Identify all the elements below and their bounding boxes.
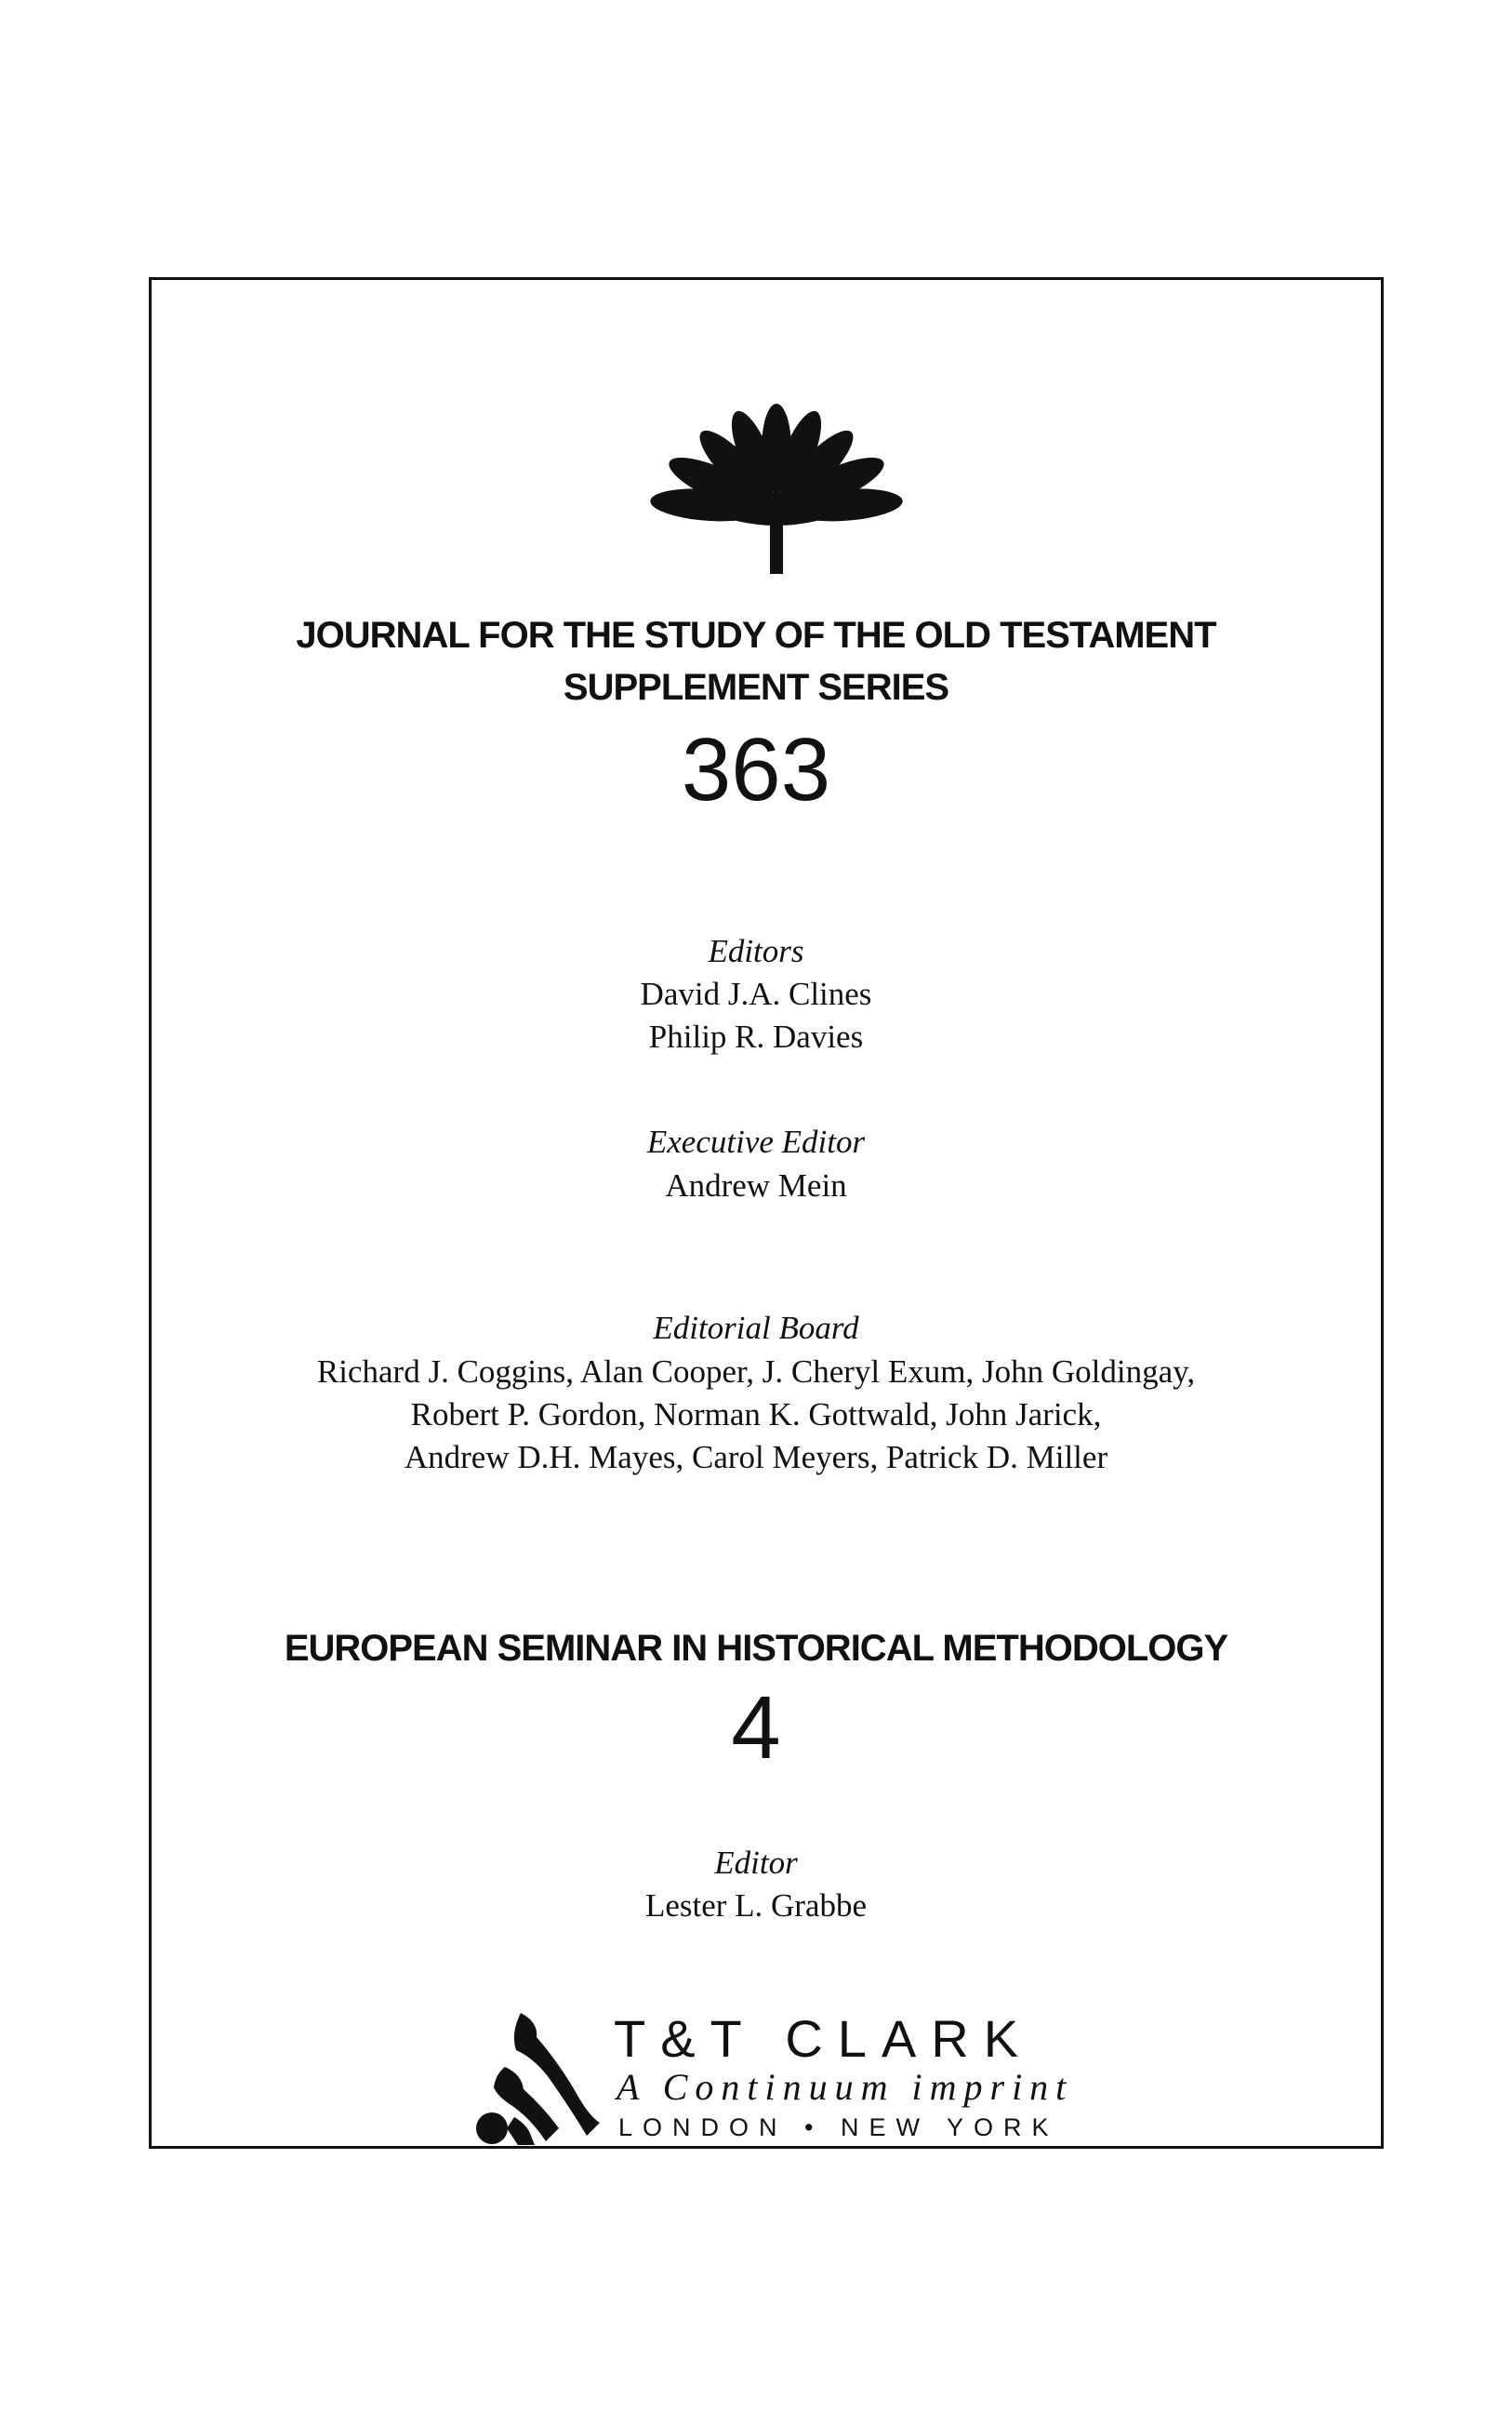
seminar-title: EUROPEAN SEMINAR IN HISTORICAL METHODOLOGY: [284, 1628, 1228, 1669]
editorial-board-label: Editorial Board: [653, 1310, 859, 1346]
seminar-editor-name: Lester L. Grabbe: [644, 1887, 868, 1924]
executive-editor-name: Andrew Mein: [665, 1167, 847, 1204]
series-title-line2: SUPPLEMENT SERIES: [563, 667, 949, 708]
series-number: 363: [681, 720, 831, 819]
editorial-board-line-3: Andrew D.H. Mayes, Carol Meyers, Patrick D. Miller: [404, 1439, 1108, 1475]
editor-name-2: Philip R. Davies: [648, 1019, 864, 1055]
seminar-number: 4: [731, 1678, 781, 1778]
publisher-name: T&T CLARK: [614, 2009, 1034, 2068]
executive-editor-label: Executive Editor: [646, 1124, 866, 1160]
editorial-board-line-2: Robert P. Gordon, Norman K. Gottwald, John Jarick,: [410, 1396, 1102, 1432]
publisher-cities: LONDON • NEW YORK: [618, 2113, 1059, 2141]
fan-flower-icon: [623, 391, 930, 577]
tt-clark-mark-icon: [470, 2009, 604, 2149]
editorial-board-line-1: Richard J. Coggins, Alan Cooper, J. Cheryl Exum, John Goldingay,: [316, 1353, 1196, 1390]
editors-label: Editors: [708, 933, 804, 969]
series-title-line1: JOURNAL FOR THE STUDY OF THE OLD TESTAMENT: [296, 615, 1216, 656]
publisher-imprint: A Continuum imprint: [617, 2066, 1074, 2108]
seminar-editor-label: Editor: [714, 1845, 798, 1881]
editor-name-1: David J.A. Clines: [640, 976, 872, 1012]
publisher-block: [470, 2009, 1074, 2149]
